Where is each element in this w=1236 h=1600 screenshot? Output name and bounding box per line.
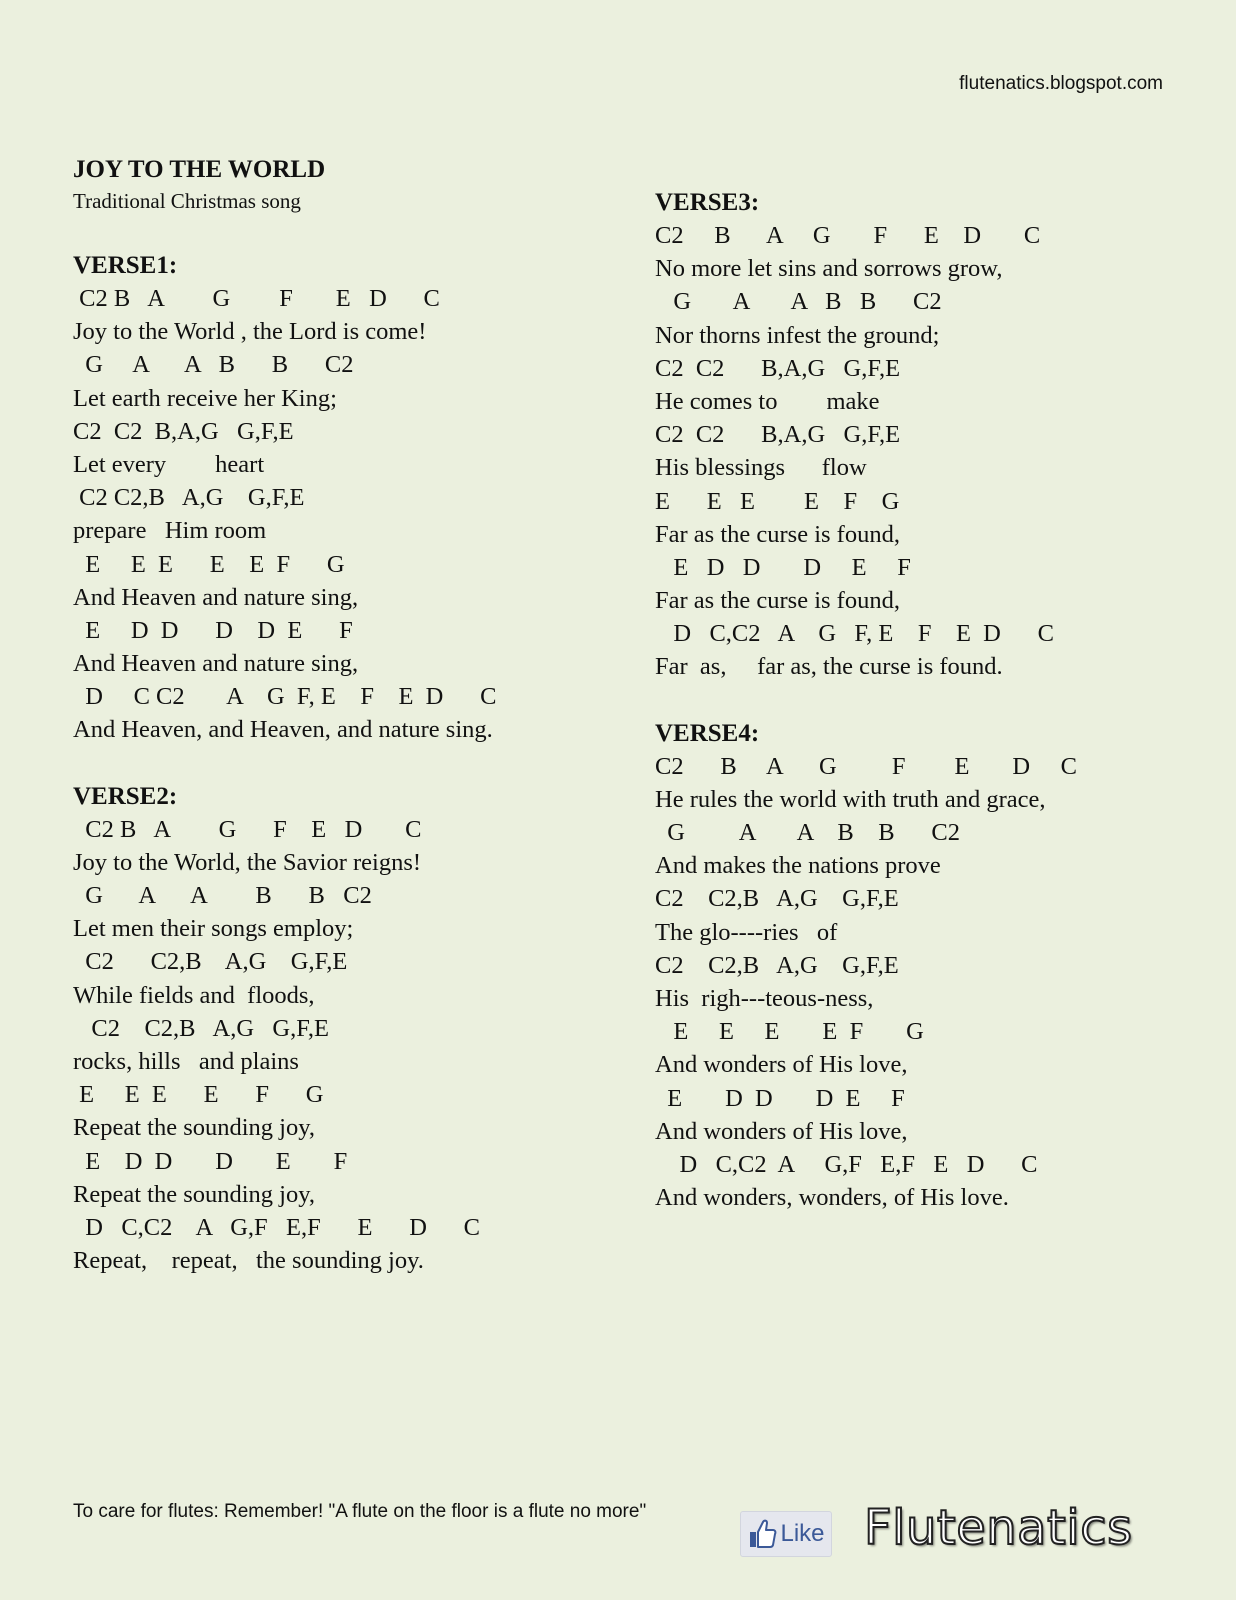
brand-logo: Flutenatics (864, 1500, 1133, 1556)
lyric-line: Repeat the sounding joy, (73, 1180, 316, 1208)
chord-line: C2 C2,B A,G G,F,E (73, 484, 305, 512)
lyric-line: Far as the curse is found, (655, 520, 900, 548)
chord-line: G A A B B C2 (655, 288, 942, 316)
site-url: flutenatics.blogspot.com (959, 73, 1163, 94)
chord-line: E D D D E F (655, 553, 911, 581)
lyric-line: No more let sins and sorrows grow, (655, 255, 1003, 283)
chord-line: G A A B B C2 (73, 882, 372, 909)
chord-line: E D D D D E F (73, 616, 353, 644)
lyric-line: And wonders of His love, (655, 1117, 908, 1145)
chord-line: C2 B A G F E D C (73, 285, 440, 312)
lyric-line: The glo----ries of (655, 918, 838, 946)
chord-line: E D D D E F (73, 1147, 348, 1175)
thumbs-up-icon (747, 1518, 777, 1550)
lyric-line: rocks, hills and plains (73, 1047, 299, 1075)
lyric-line: Let every heart (73, 450, 265, 478)
lyric-line: His righ---teous-ness, (655, 984, 874, 1012)
chord-line: G A A B B C2 (73, 351, 354, 379)
chord-line: D C,C2 A G F, E F E D C (655, 620, 1054, 648)
verse-4 (655, 717, 1215, 1215)
chord-line: C2 B A G F E D C (655, 752, 1077, 780)
chord-line: D C C2 A G F, E F E D C (73, 683, 497, 711)
chord-line: E D D D E F (655, 1084, 905, 1112)
lyric-line: Joy to the World , the Lord is come! (73, 318, 427, 346)
lyric-line: Repeat, repeat, the sounding joy. (73, 1247, 424, 1275)
lyric-line: Far as, far as, the curse is found. (655, 653, 1003, 681)
lyric-line: He comes to make (655, 387, 880, 415)
like-button[interactable] (740, 1511, 832, 1557)
chord-line: C2 C2,B A,G G,F,E (655, 885, 899, 913)
chord-line: C2 C2 B,A,G G,F,E (73, 417, 294, 445)
lyric-line: Let earth receive her King; (73, 384, 337, 412)
left-column (73, 153, 633, 1277)
lyric-line: And wonders, wonders, of His love. (655, 1184, 1009, 1212)
chord-line: E E E E F G (655, 487, 900, 515)
lyric-line: And wonders of His love, (655, 1051, 908, 1079)
lyric-line: And Heaven and nature sing, (73, 650, 359, 678)
chord-line: C2 C2 B,A,G G,F,E (655, 421, 901, 449)
chord-line: C2 B A G F E D C (655, 222, 1041, 249)
verse-3 (655, 186, 1215, 684)
verse-title: VERSE4: (655, 719, 760, 747)
chord-line: D C,C2 A G,F E,F E D C (655, 1150, 1038, 1178)
chord-line: C2 C2,B A,G G,F,E (73, 1014, 330, 1042)
chord-line: D C,C2 A G,F E,F E D C (73, 1213, 481, 1241)
chord-line: E E E E F G (655, 1018, 924, 1046)
verse-title: VERSE2: (73, 782, 178, 810)
lyric-line: Joy to the World, the Savior reigns! (73, 848, 422, 876)
lyric-line: His blessings flow (655, 454, 867, 482)
lyric-line: And makes the nations prove (655, 852, 941, 880)
verse-title: VERSE3: (655, 189, 760, 216)
chord-line: C2 C2,B A,G G,F,E (655, 951, 899, 979)
song-title: JOY TO THE WORLD (73, 156, 326, 183)
flute-care-note: To care for flutes: Remember! "A flute on the floor is a flute no more" (73, 1501, 647, 1522)
lyric-line: Repeat the sounding joy, (73, 1114, 316, 1142)
verse-title: VERSE1: (73, 252, 178, 279)
chord-line: E E E E E F G (73, 550, 345, 578)
chord-line: C2 C2 B,A,G G,F,E (655, 354, 901, 382)
lyric-line: And Heaven, and Heaven, and nature sing. (73, 716, 493, 744)
chord-line: C2 C2,B A,G G,F,E (73, 948, 348, 976)
lyric-line: Far as the curse is found, (655, 587, 900, 615)
verse-2 (73, 780, 633, 1278)
lyric-line: Nor thorns infest the ground; (655, 321, 940, 349)
chord-line: C2 B A G F E D C (73, 815, 422, 843)
like-label: Like (780, 1520, 825, 1547)
lyric-line: While fields and floods, (73, 981, 315, 1009)
lyric-line: And Heaven and nature sing, (73, 583, 359, 611)
right-column (655, 186, 1215, 1214)
song-subtitle: Traditional Christmas song (73, 189, 301, 213)
lyric-line: prepare Him room (73, 517, 267, 545)
verse-1 (73, 249, 633, 747)
lyric-line: Let men their songs employ; (73, 915, 354, 943)
chord-line: E E E E F G (73, 1081, 324, 1109)
chord-line: G A A B B C2 (655, 819, 960, 846)
lyric-line: He rules the world with truth and grace, (655, 785, 1046, 813)
